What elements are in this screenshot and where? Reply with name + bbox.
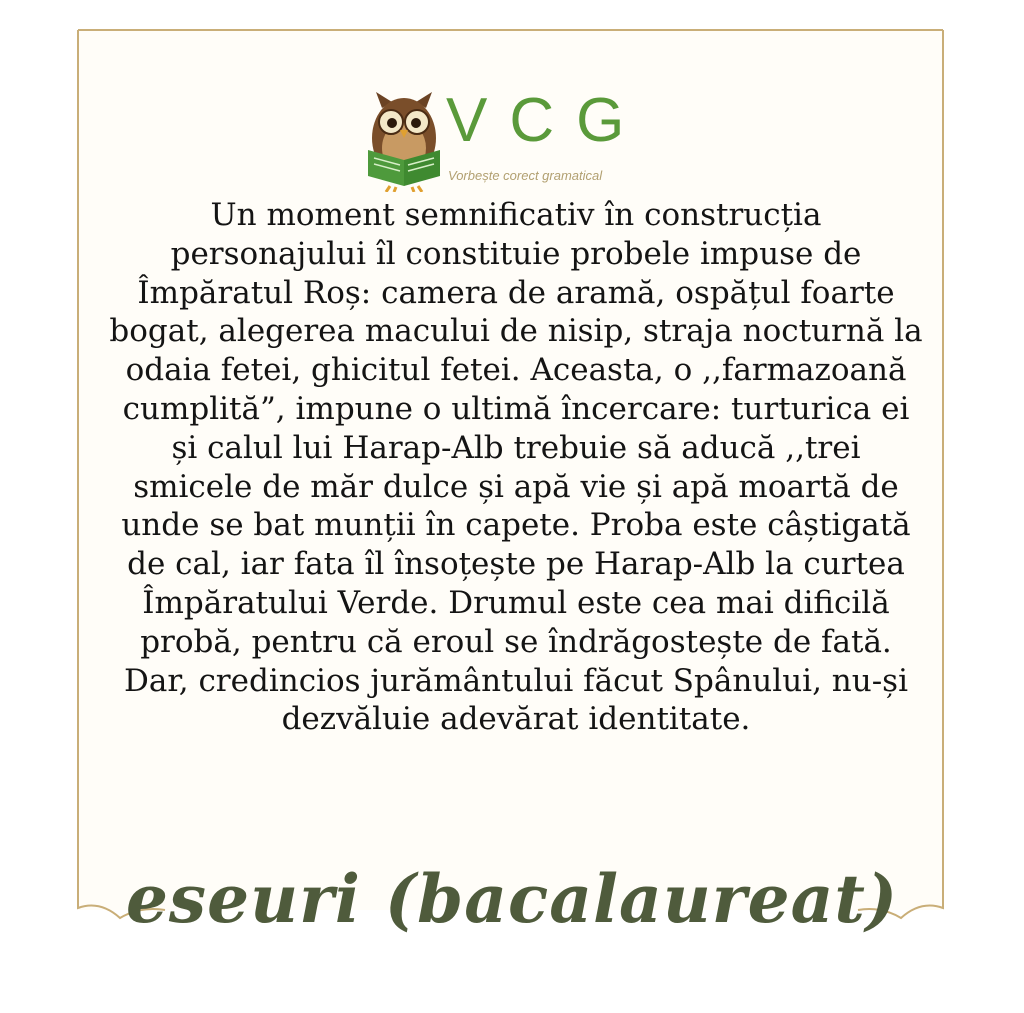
paragraph-line: Un moment semnificativ în construcția <box>210 197 822 233</box>
paragraph-line: unde se bat munții în capete. Proba este câștigată <box>121 507 911 544</box>
paragraph-line: Dar, credincios jurământului făcut Spânului, nu-și <box>123 662 909 699</box>
footer-title: eseuri (bacalaureat) <box>125 860 899 938</box>
paragraph-line: și calul lui Harap-Alb trebuie să aducă ,,trei <box>171 429 861 466</box>
paragraph-line: Împăratul Roș: camera de aramă, ospățul foarte <box>137 274 895 311</box>
paragraph-line: cumplită”, impune o ultimă încercare: turturica ei <box>122 390 910 427</box>
vcg-logo <box>360 88 660 198</box>
owl-reading-book-icon <box>360 88 448 192</box>
paragraph-line: smicele de măr dulce și apă vie și apă moartă de <box>133 468 899 505</box>
paragraph-line: probă, pentru că eroul se îndrăgostește de fată. <box>140 623 892 660</box>
paragraph-line: odaia fetei, ghicitul fetei. Aceasta, o ,,farmazoană <box>125 352 907 389</box>
paragraph-line: personajului îl constituie probele impuse de <box>170 235 862 272</box>
essay-paragraph <box>86 196 946 739</box>
logo-tagline: Vorbește corect gramatical <box>448 168 603 183</box>
paragraph-line: bogat, alegerea macului de nisip, straja nocturnă la <box>109 313 923 350</box>
paragraph-line: Împăratului Verde. Drumul este cea mai dificilă <box>142 584 890 621</box>
logo-brand-text: VCG <box>446 86 647 155</box>
paragraph-line: de cal, iar fata îl însoțește pe Harap-Alb la curtea <box>127 546 905 583</box>
paragraph-line: dezvăluie adevărat identitate. <box>281 701 751 738</box>
